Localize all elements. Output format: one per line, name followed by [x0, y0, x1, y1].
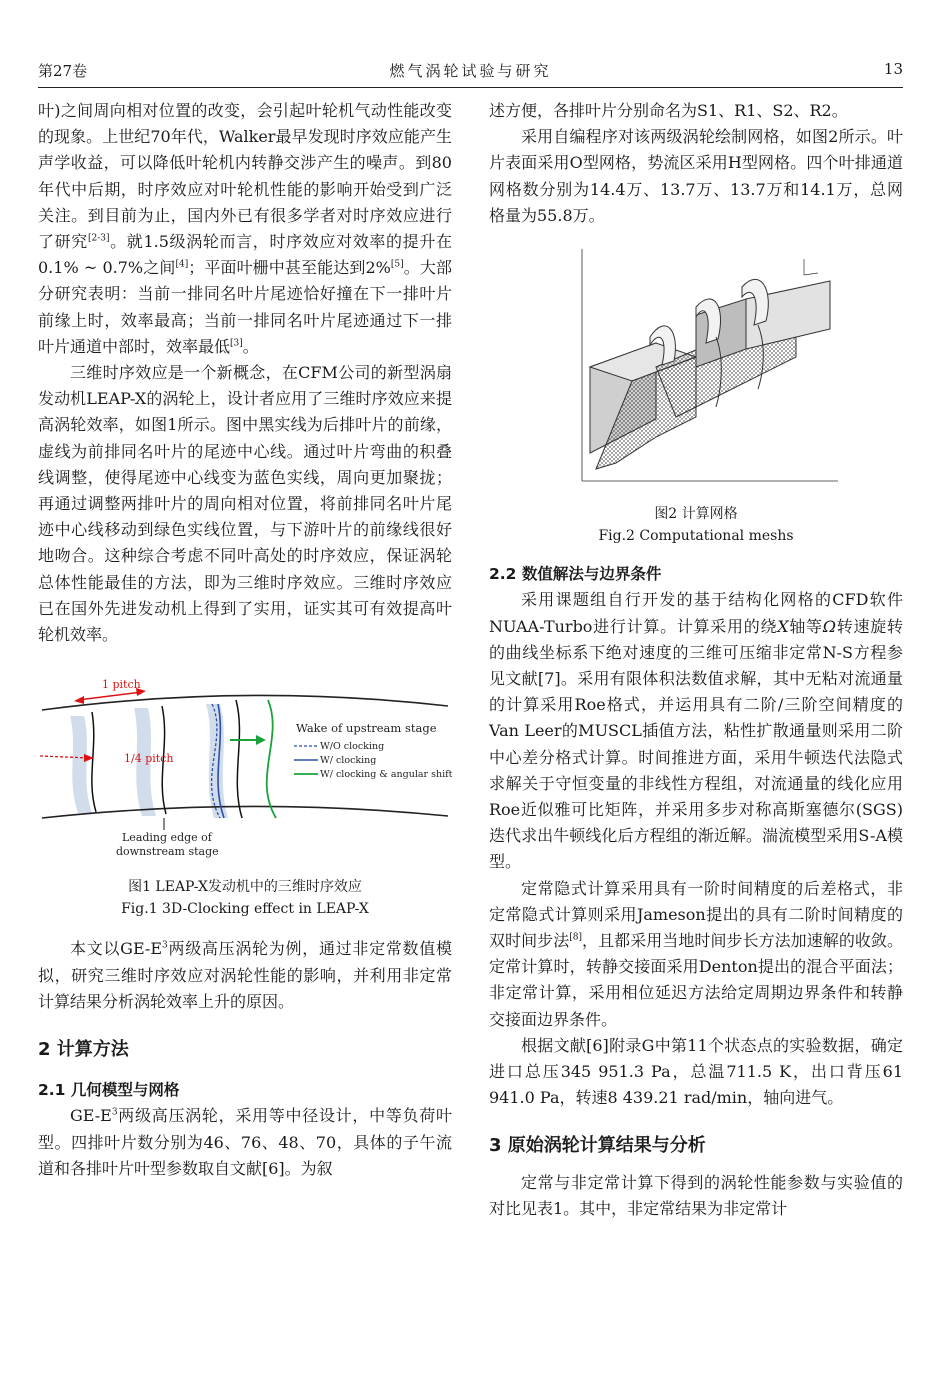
leading-edge-label-1: Leading edge of: [122, 831, 212, 845]
paragraph-naming: 述方便，各排叶片分别命名为S1、R1、S2、R2。: [489, 101, 848, 120]
figure-2-mesh-image: [546, 247, 846, 487]
figure-1: [38, 678, 452, 920]
figure-1-caption-en: Fig.1 3D-Clocking effect in LEAP-X: [121, 901, 369, 918]
paragraph-intro-continued: 叶)之间周向相对位置的改变，会引起叶轮机气动性能改变的现象。上世纪70年代，Walker最早发现时序效应能产生声学收益，可以降低叶轮机内转静交涉产生的噪声。到80年代中后期，时序效应对叶轮机性能的影响开始受到广泛关注。到目前为止，国内外已有很多学者对时序效应进行了研究[2-3]。就1.5级涡轮而言，时序效应对效率的提升在0.1% ~ 0.7%之间[4]；平面叶栅中甚至能达到2%[5]。大部分研究表明：当前一排同名叶片尾迹恰好撞在下一排叶片前缘上时，效率最高；当前一排同名叶片尾迹通过下一排叶片通道中部时，效率最低[3]。: [38, 101, 452, 356]
figure-2-caption-en: Fig.2 Computational meshs: [598, 528, 794, 545]
paragraph-implicit-scheme: 定常隐式计算采用具有一阶时间精度的后差格式，非定常隐式计算则采用Jameson提出的具有二阶时间精度的双时间步法[8]，且都采用当地时间步长方法加速解的收敛。定常计算时，转静交接面采用Denton提出的混合平面法；非定常计算，采用相位延迟方法给定周期边界条件和转静交接面边界条件。: [489, 878, 903, 1029]
figure-2: [489, 247, 903, 547]
journal-title: 燃气涡轮试验与研究: [389, 62, 552, 80]
paragraph-3d-clocking: 三维时序效应是一个新概念，在CFM公司的新型涡扇发动机LEAP-X的涡轮上，设计者应用了三维时序效应来提高涡轮效率，如图1所示。图中黑实线为后排叶片的前缘，虚线为前排同名叶片的尾迹中心线。通过叶片弯曲的积叠线调整，使得尾迹中心线变为蓝色实线，周向更加聚拢；再通过调整两排叶片的周向相对位置，将前排同名叶片尾迹中心线移动到绿色实线位置，与下游叶片的前缘线很好地吻合。这种综合考虑不同叶高处的时序效应，保证涡轮总体性能最佳的方法，即为三维时序效应。三维时序效应已在国外先进发动机上得到了实用，证实其可有效提高叶轮机效率。: [38, 363, 452, 645]
citation: [4]: [175, 259, 189, 270]
citation: [2-3]: [87, 233, 110, 244]
paragraph-geometry: $GE-E^3$两级高压涡轮，采用等中径设计，中等负荷叶型。四排叶片数分别为46、76、48、70，具体的子午流道和各排叶片叶型参数取自文献[6]。为叙: [38, 1106, 452, 1178]
paragraph-numerical-method: 采用课题组自行开发的基于结构化网格的CFD软件NUAA-Turbo进行计算。计算采用的绕X轴等Ω转速旋转的曲线坐标系下绝对速度的三维可压缩非定常N-S方程参见文献[7]。采用有限体积法数值求解，其中无粘对流通量的计算采用Roe格式，并运用具有二阶/三阶空间精度的Van Leer的MUSCL插值方法，粘性扩散通量则采用二阶中心差分格式计算。时间推进方面，采用牛顿迭代法隐式求解关于守恒变量的非线性方程组，对流通量的线化应用Roe近似雅可比矩阵，并采用多步对称高斯塞德尔(SGS)迭代求出牛顿线化后方程组的渐近解。湍流模型采用S-A模型。: [489, 590, 903, 872]
paragraph-boundary-conditions: 根据文献[6]附录G中第11个状态点的实验数据，确定进口总压345 951.3 Pa，总温711.5 K，出口背压61 941.0 Pa，转速8 439.21 rad/min，轴向进气。: [489, 1035, 903, 1108]
legend-w-clocking: W/ clocking: [320, 755, 377, 767]
section-heading-3: 3 原始涡轮计算结果与分析: [489, 1135, 706, 1157]
paragraph-objective: 本文以$GE-E^3$两级高压涡轮为例，通过非定常数值模拟，研究三维时序效应对涡轮性能的影响，并利用非定常计算结果分析涡轮效率上升的原因。: [38, 939, 452, 1011]
wake-legend-title: Wake of upstream stage: [296, 721, 437, 736]
header-rule: [38, 87, 903, 88]
legend-w-clocking-angular: W/ clocking & angular shift: [320, 769, 452, 781]
legend-wo-clocking: W/O clocking: [320, 741, 385, 753]
left-column: [38, 98, 452, 1182]
page-number: 13: [883, 60, 903, 78]
right-column: [489, 98, 903, 1222]
section-heading-2: 2 计算方法: [38, 1039, 129, 1061]
leading-edge-label-2: downstream stage: [116, 845, 219, 859]
pitch-label: 1 pitch: [102, 678, 141, 692]
paragraph-results-intro: 定常与非定常计算下得到的涡轮性能参数与实验值的对比见表1。其中，非定常结果为非定常计: [489, 1172, 903, 1218]
citation: [5]: [390, 259, 404, 270]
paragraph-mesh: 采用自编程序对该两级涡轮绘制网格，如图2所示。叶片表面采用O型网格，势流区采用H型网格。四个叶排通道网格数分别为14.4万、13.7万、13.7万和14.1万，总网格量为55.8万。: [489, 127, 903, 225]
quarter-pitch-label: 1/4 pitch: [124, 752, 174, 766]
volume-label: 第27卷: [38, 62, 88, 80]
figure-2-caption-zh: 图2 计算网格: [654, 506, 738, 523]
citation: [8]: [569, 932, 582, 943]
subsection-heading-2-1: 2.1 几何模型与网格: [38, 1081, 180, 1100]
figure-1-diagram: [38, 678, 452, 858]
subsection-heading-2-2: 2.2 数值解法与边界条件: [489, 565, 662, 584]
page-header: [38, 60, 903, 86]
citation: [3]: [230, 338, 243, 349]
figure-1-caption-zh: 图1 LEAP-X发动机中的三维时序效应: [128, 879, 362, 896]
